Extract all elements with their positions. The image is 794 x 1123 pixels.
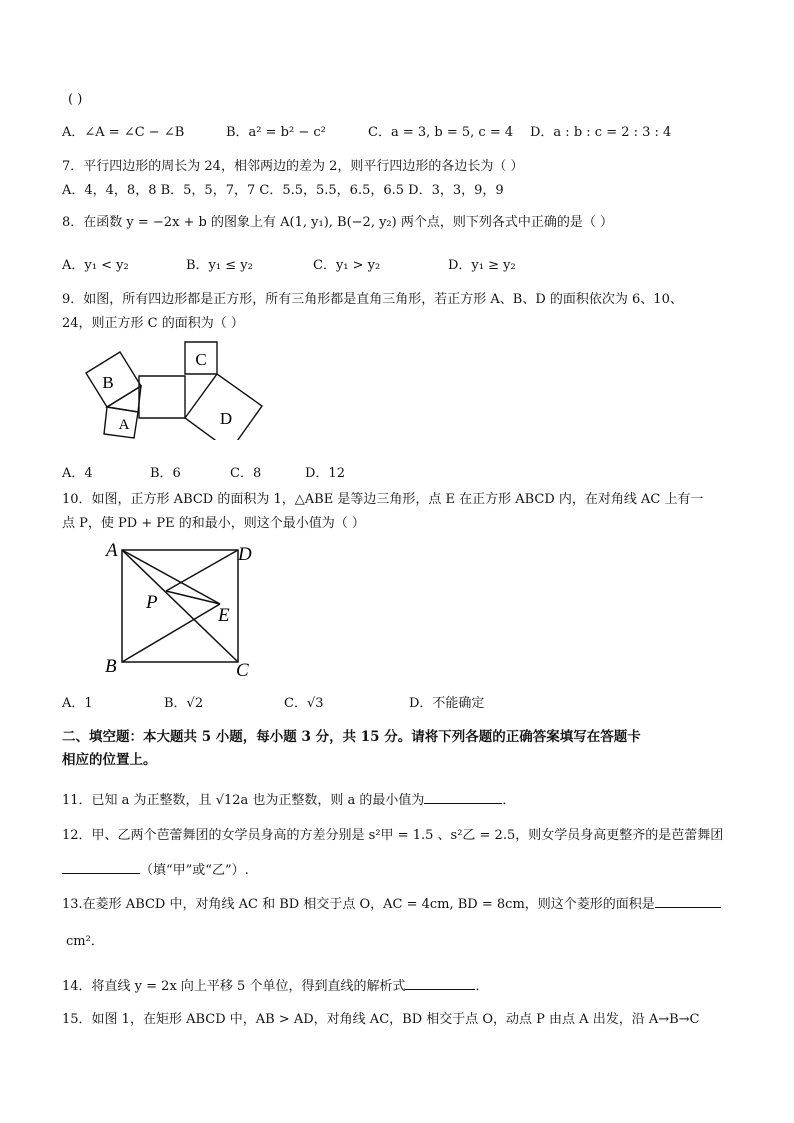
q9-figure-squares bbox=[82, 338, 268, 440]
q11-period: ． bbox=[502, 793, 516, 808]
q10-stem-line1: 10．如图，正方形 ABCD 的面积为 1，△ABE 是等边三角形，点 E 在正方形 ABCD 内，在对角线 AC 上有一 bbox=[62, 492, 704, 507]
q9-option-c: C．8 bbox=[230, 466, 262, 481]
q6-option-b: B．a² = b² − c² bbox=[226, 125, 326, 140]
q10-option-b: B．√2 bbox=[164, 696, 204, 711]
q9-middle-rect bbox=[139, 376, 185, 418]
q10-label-b: B bbox=[105, 656, 117, 677]
q9-label-a: A bbox=[118, 417, 130, 433]
q10-stem-line2: 点 P，使 PD + PE 的和最小，则这个最小值为（ ） bbox=[62, 516, 365, 531]
q10-label-p: P bbox=[146, 592, 158, 613]
section-2-heading-line2: 相应的位置上。 bbox=[62, 752, 157, 768]
q9-option-b: B．6 bbox=[150, 466, 181, 481]
q10-segment-pe bbox=[166, 591, 220, 604]
q13-unit: cm²． bbox=[66, 934, 104, 949]
q11-answer-blank[interactable] bbox=[424, 789, 502, 804]
q14-line bbox=[62, 975, 488, 996]
q9-option-a: A．4 bbox=[62, 466, 93, 481]
q9-option-d: D．12 bbox=[305, 466, 345, 481]
q9-label-d: D bbox=[219, 409, 233, 428]
q13-line1 bbox=[62, 893, 721, 914]
q12-answer-blank[interactable] bbox=[62, 859, 140, 874]
q10-segment-pd bbox=[166, 550, 238, 591]
q12-stem-line2: （填“甲”或“乙”）. bbox=[140, 863, 249, 878]
q9-label-b: B bbox=[102, 373, 114, 392]
q10-segment-be bbox=[122, 604, 220, 662]
q10-option-c: C．√3 bbox=[284, 696, 324, 711]
q14-stem: 14．将直线 y = 2x 向上平移 5 个单位，得到直线的解析式 bbox=[62, 979, 406, 994]
q9-square-d bbox=[185, 374, 262, 440]
q6-option-a: A．∠A = ∠C − ∠B bbox=[62, 125, 185, 140]
q11-stem: 11．已知 a 为正整数，且 √12a 也为正整数，则 a 的最小值为 bbox=[62, 793, 425, 808]
q11-line bbox=[62, 789, 515, 810]
q10-figure-square bbox=[100, 538, 262, 684]
q10-segment-ae bbox=[122, 550, 220, 604]
q10-option-d: D．不能确定 bbox=[409, 696, 485, 711]
q10-label-c: C bbox=[236, 660, 249, 681]
q8-option-b: B．y₁ ≤ y₂ bbox=[186, 258, 253, 273]
q8-stem: 8．在函数 y = −2x + b 的图象上有 A(1, y₁), B(−2, y₂) 两个点，则下列各式中正确的是（ ） bbox=[62, 215, 613, 230]
q14-period: ． bbox=[475, 979, 489, 994]
q10-label-a: A bbox=[106, 540, 118, 561]
q13-stem: 13.在菱形 ABCD 中，对角线 AC 和 BD 相交于点 O，AC = 4cm, BD = 8cm，则这个菱形的面积是 bbox=[62, 897, 655, 912]
q15-stem-line1: 15．如图 1，在矩形 ABCD 中，AB > AD，对角线 AC，BD 相交于点 O，动点 P 由点 A 出发，沿 A→B→C bbox=[62, 1012, 700, 1027]
q13-answer-blank[interactable] bbox=[655, 893, 721, 908]
q7-stem: 7．平行四边形的周长为 24，相邻两边的差为 2，则平行四边形的各边长为（ ） bbox=[62, 159, 524, 174]
section-2-heading-line1: 二、填空题：本大题共 5 小题，每小题 3 分，共 15 分。请将下列各题的正确答案填写在答题卡 bbox=[62, 729, 641, 745]
q6-option-c: C．a = 3, b = 5, c = 4 bbox=[368, 125, 514, 140]
q10-label-e: E bbox=[218, 605, 230, 626]
question-6-answer-paren: ( ) bbox=[68, 92, 83, 107]
q8-option-c: C．y₁ > y₂ bbox=[313, 258, 381, 273]
q7-options: A．4，4，8，8 B．5，5，7，7 C．5.5，5.5，6.5，6.5 D．3，3，9，9 bbox=[62, 183, 504, 198]
q14-answer-blank[interactable] bbox=[405, 975, 475, 990]
q6-option-d: D．a : b : c = 2 : 3 : 4 bbox=[530, 125, 672, 140]
q12-line2 bbox=[62, 859, 249, 880]
q10-label-d: D bbox=[238, 544, 252, 565]
q9-stem-line1: 9．如图，所有四边形都是正方形，所有三角形都是直角三角形，若正方形 A、B、D 的面积依次为 6、10、 bbox=[62, 292, 683, 307]
q10-option-a: A．1 bbox=[62, 696, 93, 711]
q12-stem-line1: 12．甲、乙两个芭蕾舞团的女学员身高的方差分别是 s²甲 = 1.5 、s²乙 = 2.5，则女学员身高更整齐的是芭蕾舞团 bbox=[62, 828, 724, 843]
q9-label-c: C bbox=[195, 350, 207, 369]
q8-option-a: A．y₁ < y₂ bbox=[62, 258, 129, 273]
q9-stem-line2: 24，则正方形 C 的面积为（ ） bbox=[62, 316, 244, 331]
q8-option-d: D．y₁ ≥ y₂ bbox=[448, 258, 516, 273]
